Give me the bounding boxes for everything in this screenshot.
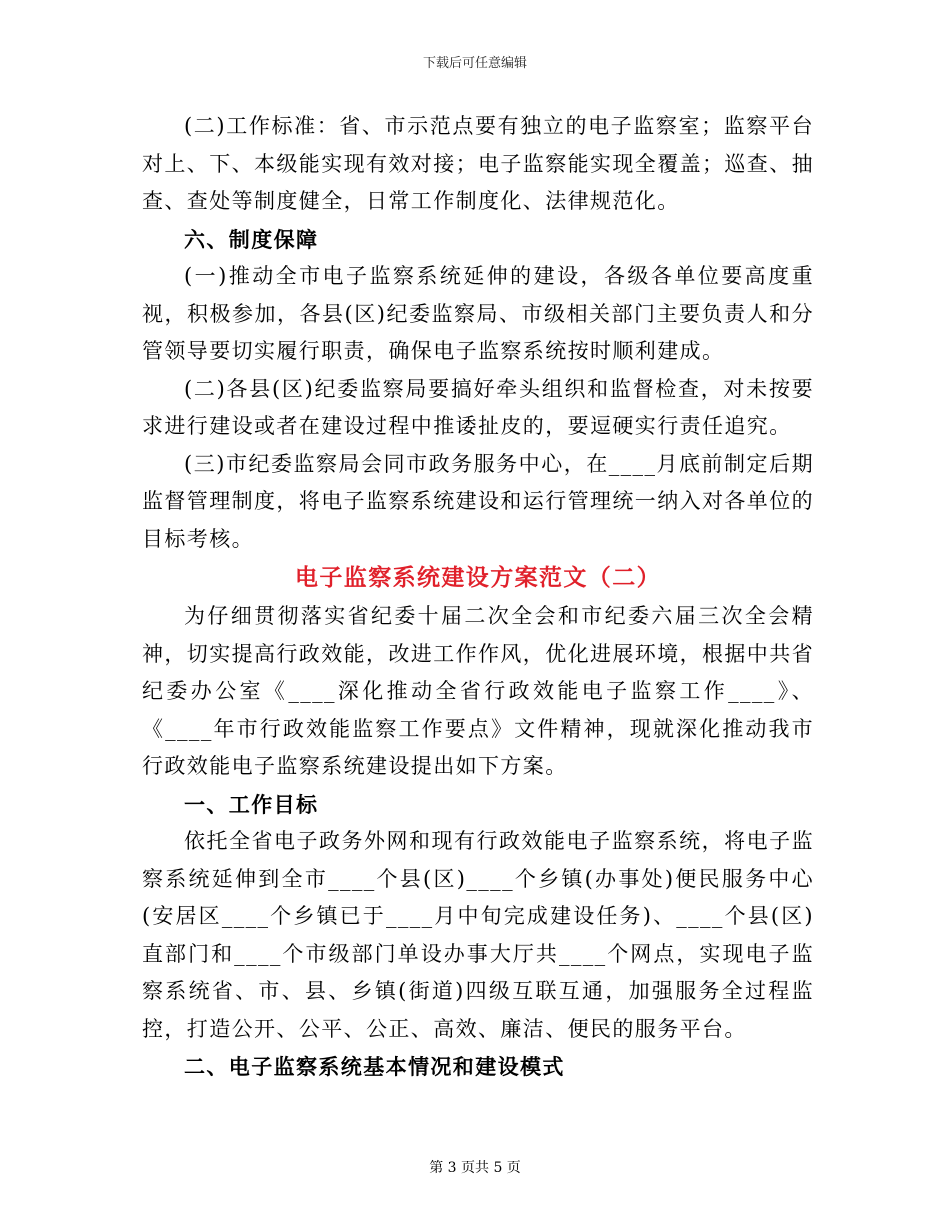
paragraph-guarantee-3: (三)市纪委监察局会同市政务服务中心，在____月底前制定后期监督管理制度，将电子监察系统建设和运行管理统一纳入对各单位的目标考核。 xyxy=(142,451,814,551)
paragraph-guarantee-2: (二)各县(区)纪委监察局要搞好牵头组织和监督检查，对未按要求进行建设或者在建设过程中推诿扯皮的，要逗硬实行责任追究。 xyxy=(142,376,814,438)
paragraph-guarantee-1: (一)推动全市电子监察系统延伸的建设，各级各单位要高度重视，积极参加，各县(区)纪委监察局、市级相关部门主要负责人和分管领导要切实履行职责，确保电子监察系统按时顺利建成。 xyxy=(142,264,814,363)
paragraph-work-goal: 依托全省电子政务外网和现有行政效能电子监察系统，将电子监察系统延伸到全市____个县(区)____个乡镇(办事处)便民服务中心(安居区____个乡镇已于____月中旬完成建设任务)、____个县(区)直部门和____个市级部门单设办事大厅共____个网点，实现电子监察系统省、市、县、乡镇(街道)四级互联互通，加强服务全过程监控，打造公开、公平、公正、高效、廉洁、便民的服务平台。 xyxy=(142,829,814,1041)
heading-basic-situation: 二、电子监察系统基本情况和建设模式 xyxy=(184,1054,565,1079)
page-number-footer: 第 3 页共 5 页 xyxy=(429,1160,521,1176)
heading-work-goal: 一、工作目标 xyxy=(184,791,319,817)
paragraph-intro: 为仔细贯彻落实省纪委十届二次全会和市纪委六届三次全会精神，切实提高行政效能，改进工作作风，优化进展环境，根据中共省纪委办公室《____深化推动全省行政效能电子监察工作____》、《____年市行政效能监察工作要点》文件精神，现就深化推动我市行政效能电子监察系统建设提出如下方案。 xyxy=(142,604,814,778)
page-header-note: 下载后可任意编辑 xyxy=(422,56,527,71)
paragraph-work-standard: (二)工作标准：省、市示范点要有独立的电子监察室；监察平台对上、下、本级能实现有效对接；电子监察能实现全覆盖；巡查、抽查、查处等制度健全，日常工作制度化、法律规范化。 xyxy=(142,114,814,213)
document-body xyxy=(142,108,814,1086)
section-title: 电子监察系统建设方案范文（二） xyxy=(295,564,661,591)
heading-system-guarantee: 六、制度保障 xyxy=(184,226,319,252)
